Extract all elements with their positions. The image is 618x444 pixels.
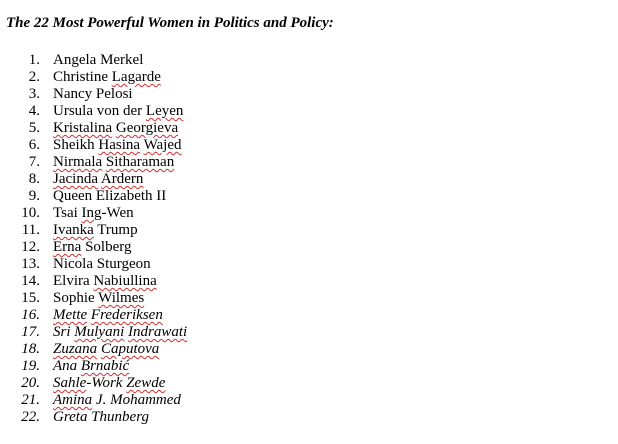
list-number xyxy=(0,120,48,137)
spellcheck-flagged-word: Jacinda xyxy=(53,171,98,187)
list-item-name xyxy=(53,137,182,154)
list-number-text: 3. xyxy=(28,86,40,102)
name-text: Ursula von der xyxy=(53,103,146,119)
list-item-name xyxy=(53,86,133,103)
spellcheck-flagged-word: Amina xyxy=(53,392,93,408)
list-number-text: 19. xyxy=(21,358,40,374)
list-number xyxy=(0,86,48,103)
list-number xyxy=(0,154,48,171)
list-item-name xyxy=(53,69,161,86)
list-number-text: 8. xyxy=(28,171,40,187)
list-item-name xyxy=(53,171,143,188)
spellcheck-flagged-word: Mette xyxy=(53,307,88,323)
list-item-name xyxy=(53,409,149,426)
list-item-name xyxy=(53,222,138,239)
list-item-name xyxy=(53,290,144,307)
name-text: J. Mohammed xyxy=(92,392,181,408)
list-number xyxy=(0,290,48,307)
list-item-name xyxy=(53,358,129,375)
list-item-name xyxy=(53,375,165,392)
list-item-name xyxy=(53,273,157,290)
spellcheck-flagged-word: Caputova xyxy=(100,341,160,357)
list-item-name xyxy=(53,103,183,120)
list-number-text: 7. xyxy=(28,154,40,170)
spellcheck-flagged-word: Lagarde xyxy=(111,69,161,85)
list-number xyxy=(0,256,48,273)
list-number xyxy=(0,188,48,205)
list-number xyxy=(0,239,48,256)
list-number xyxy=(0,103,48,120)
name-text: Ana xyxy=(53,358,81,374)
spellcheck-flagged-word: Nirmala xyxy=(53,154,103,170)
name-text: Tsai xyxy=(53,205,82,221)
list-item-name xyxy=(53,341,159,358)
name-text: Angela Merkel xyxy=(53,52,144,68)
spellcheck-flagged-word: Wilmes xyxy=(98,290,145,306)
list-number-text: 11. xyxy=(21,222,40,238)
name-text: Trump xyxy=(93,222,138,238)
list-number xyxy=(0,409,48,426)
spellcheck-flagged-word: Zewde xyxy=(126,375,166,391)
list-number xyxy=(0,69,48,86)
list-item-name xyxy=(53,307,163,324)
list-number xyxy=(0,324,48,341)
spellcheck-flagged-word: Ivanka xyxy=(53,222,94,238)
list-number-text: 15. xyxy=(21,290,40,306)
list-number xyxy=(0,205,48,222)
spellcheck-flagged-word: Ing xyxy=(81,205,102,221)
list-number xyxy=(0,137,48,154)
spellcheck-flagged-word: Mulyani xyxy=(74,324,125,340)
name-text: -Work xyxy=(86,375,127,391)
list-number-text: 12. xyxy=(21,239,40,255)
list-number xyxy=(0,273,48,290)
name-text: Greta Thunberg xyxy=(53,409,149,425)
name-text: -Wen xyxy=(101,205,134,221)
spellcheck-flagged-word: Hasina xyxy=(98,137,141,153)
name-text: Nancy Pelosi xyxy=(53,86,133,102)
spellcheck-flagged-word: Wajed xyxy=(143,137,182,153)
name-text: Sri xyxy=(53,324,75,340)
spellcheck-flagged-word: Kristalina xyxy=(53,120,113,136)
list-number-text: 5. xyxy=(28,120,40,136)
list-number-text: 1. xyxy=(28,52,40,68)
list-item-name xyxy=(53,205,134,222)
name-text: Queen Elizabeth II xyxy=(53,188,167,204)
spellcheck-flagged-word: Sahle xyxy=(53,375,87,391)
list-number xyxy=(0,375,48,392)
list-item-name xyxy=(53,256,151,273)
document-title[interactable]: The 22 Most Powerful Women in Politics and Policy: xyxy=(6,15,334,31)
name-text: Christine xyxy=(53,69,112,85)
spellcheck-flagged-word: Zuzana xyxy=(53,341,98,357)
name-text: Elvira xyxy=(53,273,94,289)
list-number-text: 10. xyxy=(21,205,40,221)
spellcheck-flagged-word: Ardern xyxy=(100,171,144,187)
list-number-text: 21. xyxy=(21,392,40,408)
list-number xyxy=(0,52,48,69)
spellcheck-flagged-word: Nabiullina xyxy=(93,273,157,289)
list-number-text: 22. xyxy=(21,409,40,425)
spellcheck-flagged-word: Erna xyxy=(53,239,82,255)
list-item-name xyxy=(53,392,181,409)
list-item-name xyxy=(53,154,174,171)
spellcheck-flagged-word: Sitharaman xyxy=(105,154,175,170)
name-text: Sophie xyxy=(53,290,99,306)
list-number-text: 16. xyxy=(21,307,40,323)
list-item-name xyxy=(53,239,131,256)
list-number xyxy=(0,341,48,358)
list-item-name xyxy=(53,188,166,205)
list-number xyxy=(0,358,48,375)
list-number-text: 9. xyxy=(28,188,40,204)
list-number xyxy=(0,222,48,239)
list-number xyxy=(0,307,48,324)
spellcheck-flagged-word: Leyen xyxy=(145,103,184,119)
spellcheck-flagged-word: Brnabić xyxy=(80,358,130,374)
list-number xyxy=(0,392,48,409)
list-number-text: 13. xyxy=(21,256,40,272)
spellcheck-flagged-word: Indrawati xyxy=(128,324,188,340)
list-item-name xyxy=(53,120,178,137)
list-item-name xyxy=(53,324,187,341)
list-number xyxy=(0,171,48,188)
name-text: Sheikh xyxy=(53,137,99,153)
spellcheck-flagged-word: Frederiksen xyxy=(90,307,163,323)
name-text: Solberg xyxy=(81,239,132,255)
list-number-text: 20. xyxy=(21,375,40,391)
spellcheck-flagged-word: Georgieva xyxy=(115,120,179,136)
list-number-text: 17. xyxy=(21,324,40,340)
name-text: Nicola Sturgeon xyxy=(53,256,151,272)
list-number-text: 2. xyxy=(28,69,40,85)
list-number-text: 18. xyxy=(21,341,40,357)
list-item-name xyxy=(53,52,143,69)
list-number-text: 14. xyxy=(21,273,40,289)
list-number-text: 6. xyxy=(28,137,40,153)
list-number-text: 4. xyxy=(28,103,40,119)
